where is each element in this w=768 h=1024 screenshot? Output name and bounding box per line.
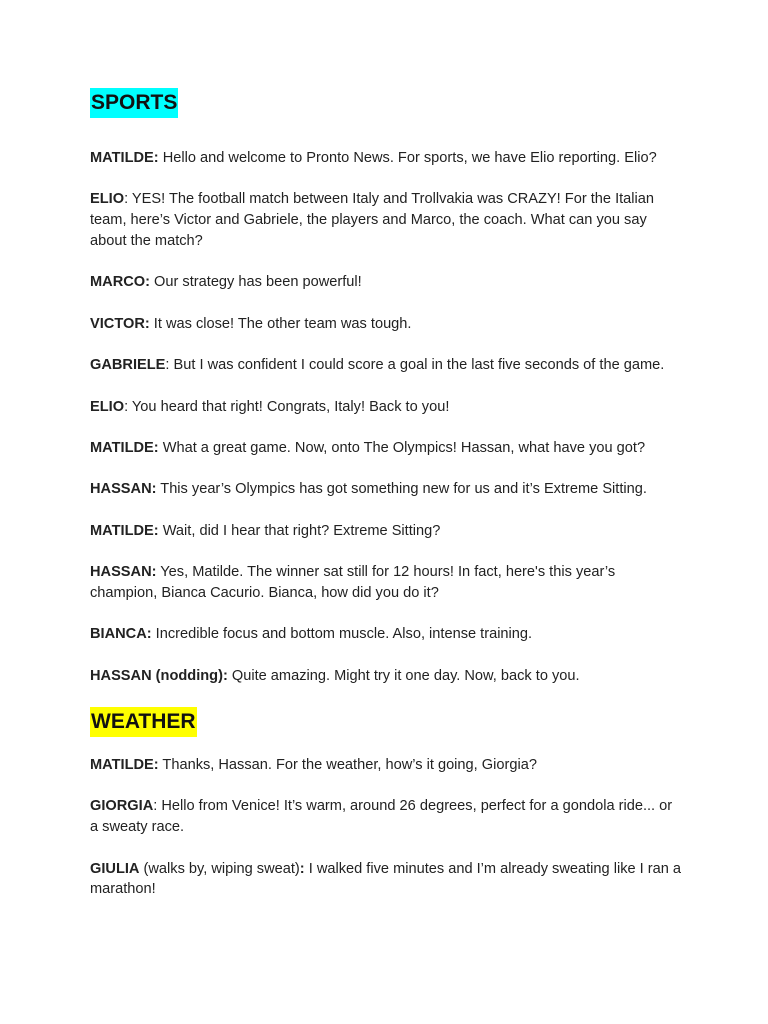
dialogue-text: : Hello from Venice! It’s warm, around 26 degrees, perfect for a gondola ride... or a sweaty race. [90, 798, 673, 836]
speaker-name: HASSAN: [90, 564, 157, 581]
dialogue-text: Quite amazing. Might try it one day. Now, back to you. [227, 667, 580, 684]
stage-direction: (walks by, wiping sweat) [139, 860, 300, 877]
script-line [90, 272, 682, 293]
speaker-name: GABRIELE [90, 357, 166, 374]
dialogue-text: I walked five minutes and I’m already sweating like I ran a marathon! [90, 860, 682, 898]
dialogue-text: Our strategy has been powerful! [150, 274, 362, 291]
section-heading-weather: WEATHER [90, 707, 197, 737]
speaker-name: MATILDE: [90, 150, 159, 166]
dialogue-text: This year’s Olympics has got something new for us and it’s Extreme Sitting. [156, 481, 647, 498]
dialogue-text: What a great game. Now, onto The Olympics! Hassan, what have you got? [158, 439, 646, 456]
document-page [90, 88, 682, 921]
dialogue-text: Incredible focus and bottom muscle. Also, intense training. [151, 626, 533, 643]
speaker-colon: : [299, 860, 305, 877]
script-line [90, 859, 682, 901]
speaker-name: MATILDE: [90, 522, 159, 539]
dialogue-text: : You heard that right! Congrats, Italy! Back to you! [124, 398, 450, 415]
script-line [90, 755, 682, 776]
speaker-name: HASSAN (nodding): [90, 667, 228, 684]
speaker-name: MATILDE: [90, 439, 159, 456]
script-line [90, 148, 682, 169]
dialogue-text: It was close! The other team was tough. [149, 315, 412, 332]
script-line [90, 438, 682, 459]
speaker-name: MARCO: [90, 274, 150, 291]
dialogue-text: : But I was confident I could score a goal in the last five seconds of the game. [165, 357, 665, 374]
dialogue-text: : YES! The football match between Italy and Trollvakia was CRAZY! For the Italian team, here’s Victor and Gabriele, the players and Marco, the coach. What can you say about the match? [90, 191, 655, 249]
speaker-name: ELIO [90, 398, 125, 415]
dialogue-text: Hello and welcome to Pronto News. For sports, we have Elio reporting. Elio? [158, 150, 657, 166]
speaker-name: BIANCA: [90, 626, 152, 643]
script-line [90, 479, 682, 500]
script-line [90, 189, 682, 251]
speaker-name: HASSAN: [90, 481, 157, 498]
speaker-name: ELIO [90, 191, 125, 208]
speaker-name: GIORGIA [90, 798, 154, 815]
speaker-name: GIULIA [90, 860, 140, 877]
dialogue-text: Wait, did I hear that right? Extreme Sitting? [158, 522, 441, 539]
script-line [90, 314, 682, 335]
script-line [90, 624, 682, 645]
speaker-name: VICTOR: [90, 315, 150, 332]
dialogue-text: Thanks, Hassan. For the weather, how’s it going, Giorgia? [158, 757, 537, 774]
speaker-name: MATILDE: [90, 757, 159, 774]
script-line [90, 521, 682, 542]
script-line [90, 666, 682, 687]
script-line [90, 397, 682, 418]
sports-heading-wrap [90, 88, 682, 118]
script-line [90, 796, 682, 838]
script-line [90, 355, 682, 376]
dialogue-text: Yes, Matilde. The winner sat still for 12 hours! In fact, here's this year’s champion, Bianca Cacurio. Bianca, how did you do it? [90, 564, 616, 601]
script-line [90, 562, 682, 604]
weather-heading-wrap [90, 707, 682, 737]
section-heading-sports: SPORTS [90, 88, 178, 118]
